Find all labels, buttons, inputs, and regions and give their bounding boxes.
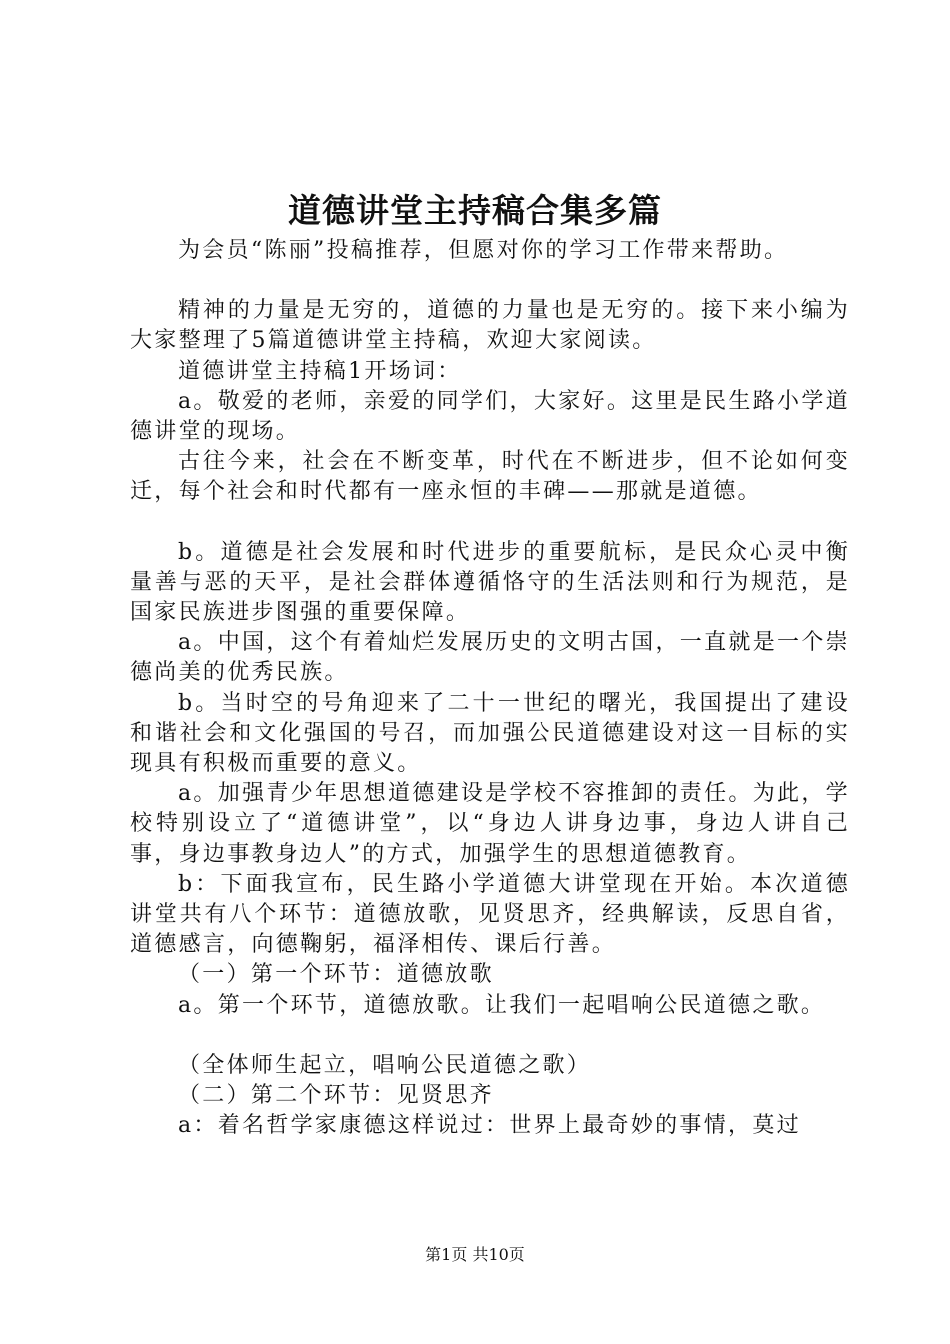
- page-footer: 第1页 共10页: [425, 1245, 525, 1264]
- section-heading: （一）第一个环节：道德放歌: [178, 962, 494, 988]
- paragraph: a。中国，这个有着灿烂发展历史的文明古国，一直就是一个崇德尚美的优秀民族。: [130, 630, 850, 686]
- paragraph: 古往今来，社会在不断变革，时代在不断进步，但不论如何变迁，每个社会和时代都有一座永恒的丰碑——那就是道德。: [130, 449, 850, 505]
- paragraph: 精神的力量是无穷的，道德的力量也是无穷的。接下来小编为大家整理了5篇道德讲堂主持稿，欢迎大家阅读。: [130, 298, 850, 354]
- paragraph: b：下面我宣布，民生路小学道德大讲堂现在开始。本次道德讲堂共有八个环节：道德放歌，见贤思齐，经典解读，反思自省，道德感言，向德鞠躬，福泽相传、课后行善。: [130, 871, 850, 958]
- paragraph: b。当时空的号角迎来了二十一世纪的曙光，我国提出了建设和谐社会和文化强国的号召，而加强公民道德建设对这一目标的实现具有积极而重要的意义。: [130, 690, 850, 777]
- paragraph: a。第一个环节，道德放歌。让我们一起唱响公民道德之歌。: [178, 992, 826, 1018]
- document-title: 道德讲堂主持稿合集多篇: [288, 191, 662, 230]
- paragraph: 道德讲堂主持稿1开场词：: [178, 358, 462, 384]
- blank-line: [130, 508, 850, 538]
- blank-line: [130, 1021, 850, 1051]
- blank-line: [130, 266, 850, 296]
- document-body: [130, 236, 850, 1141]
- paragraph: b。道德是社会发展和时代进步的重要航标，是民众心灵中衡量善与恶的天平，是社会群体遵循恪守的生活法则和行为规范，是国家民族进步图强的重要保障。: [130, 539, 850, 626]
- paragraph: （全体师生起立，唱响公民道德之歌）: [178, 1052, 592, 1078]
- section-heading: （二）第二个环节：见贤思齐: [178, 1083, 494, 1109]
- paragraph: a：着名哲学家康德这样说过：世界上最奇妙的事情，莫过: [178, 1113, 801, 1139]
- paragraph: 为会员“陈丽”投稿推荐，但愿对你的学习工作带来帮助。: [178, 238, 789, 263]
- paragraph: a。加强青少年思想道德建设是学校不容推卸的责任。为此，学校特别设立了“道德讲堂”，以“身边人讲身边事，身边人讲自己事，身边事教身边人”的方式，加强学生的思想道德教育。: [130, 781, 850, 867]
- paragraph: a。敬爱的老师，亲爱的同学们，大家好。这里是民生路小学道德讲堂的现场。: [130, 388, 850, 445]
